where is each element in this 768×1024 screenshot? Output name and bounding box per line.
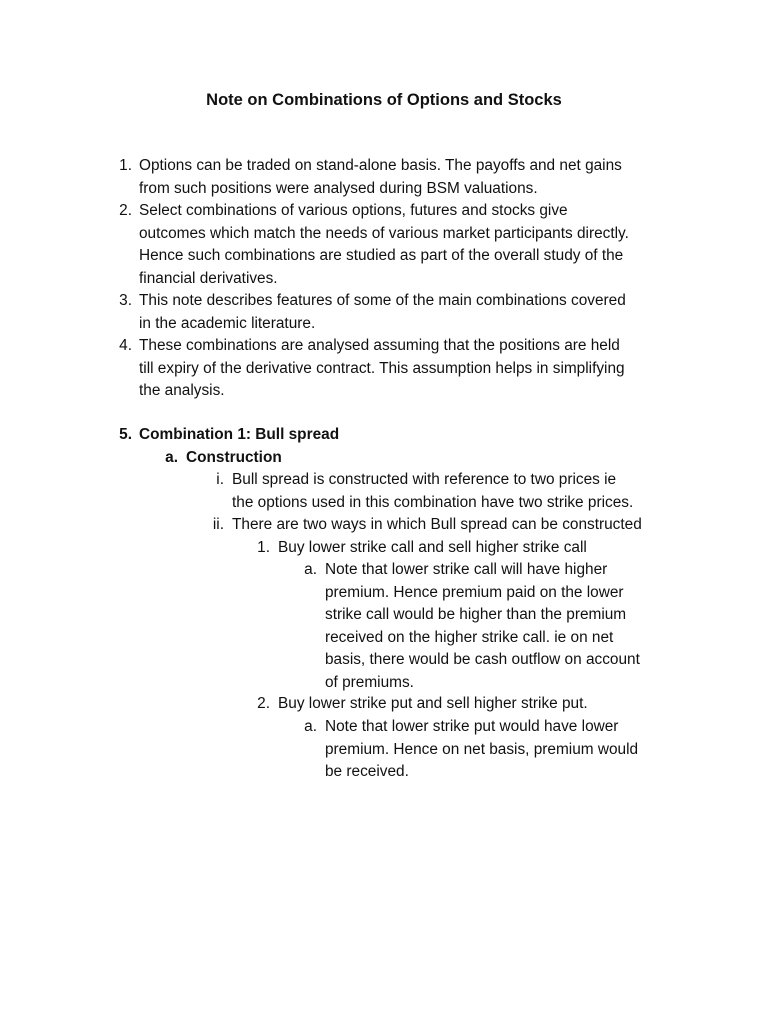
list-item-text: from such positions were analysed during BSM valuations. [139, 179, 538, 197]
list-item-text: Buy lower strike call and sell higher strike call [278, 539, 587, 556]
list-marker: 2. [257, 695, 270, 712]
section-heading-text: Combination 1: Bull spread [139, 426, 340, 443]
list-item-text: This note describes features of some of the main combinations covered [139, 292, 626, 309]
list-item-text: outcomes which match the needs of various market participants directly. [139, 224, 629, 242]
list-marker: 1. [119, 157, 132, 174]
list-item-text: basis, there would be cash outflow on account [325, 651, 640, 668]
subsection-heading-text: Construction [186, 449, 282, 466]
list-item-text: Note that lower strike call will have higher [325, 561, 608, 578]
list-marker: 4. [119, 337, 132, 354]
list-item-text: Bull spread is constructed with reference to two prices ie [232, 471, 617, 488]
list-item-text: premium. Hence on net basis, premium would [325, 740, 639, 758]
list-item-text: There are two ways in which Bull spread can be constructed [232, 516, 642, 533]
list-item-text: in the academic literature. [139, 314, 316, 332]
list-item-text: Select combinations of various options, futures and stocks give [139, 202, 568, 219]
list-marker: a. [304, 718, 317, 735]
document-title: Note on Combinations of Options and Stocks [206, 91, 562, 109]
list-marker: 5. [119, 426, 132, 443]
list-marker: i. [216, 471, 224, 488]
list-item-text: till expiry of the derivative contract. This assumption helps in simplifying [139, 359, 625, 377]
list-item-text: These combinations are analysed assuming that the positions are held [139, 337, 620, 354]
list-marker: a. [165, 449, 178, 466]
list-item-text: Hence such combinations are studied as part of the overall study of the [139, 247, 624, 264]
list-item-text: received on the higher strike call. ie on net [325, 628, 614, 646]
list-item-text: premium. Hence premium paid on the lower [325, 583, 624, 601]
list-marker: 2. [119, 202, 132, 219]
list-item-text: the analysis. [139, 382, 225, 399]
list-item-text: of premiums. [325, 673, 414, 691]
list-item-text: be received. [325, 763, 409, 780]
list-marker: a. [304, 561, 317, 578]
list-item-text: the options used in this combination have two strike prices. [232, 493, 634, 511]
list-item-text: financial derivatives. [139, 269, 278, 287]
list-marker: 3. [119, 292, 132, 309]
list-marker: 1. [257, 539, 270, 556]
list-marker: ii. [212, 516, 224, 533]
list-item-text: Buy lower strike put and sell higher strike put. [278, 695, 588, 712]
list-item-text: Note that lower strike put would have lower [325, 718, 619, 735]
list-item-text: strike call would be higher than the premium [325, 606, 627, 623]
list-item-text: Options can be traded on stand-alone basis. The payoffs and net gains [139, 157, 622, 174]
